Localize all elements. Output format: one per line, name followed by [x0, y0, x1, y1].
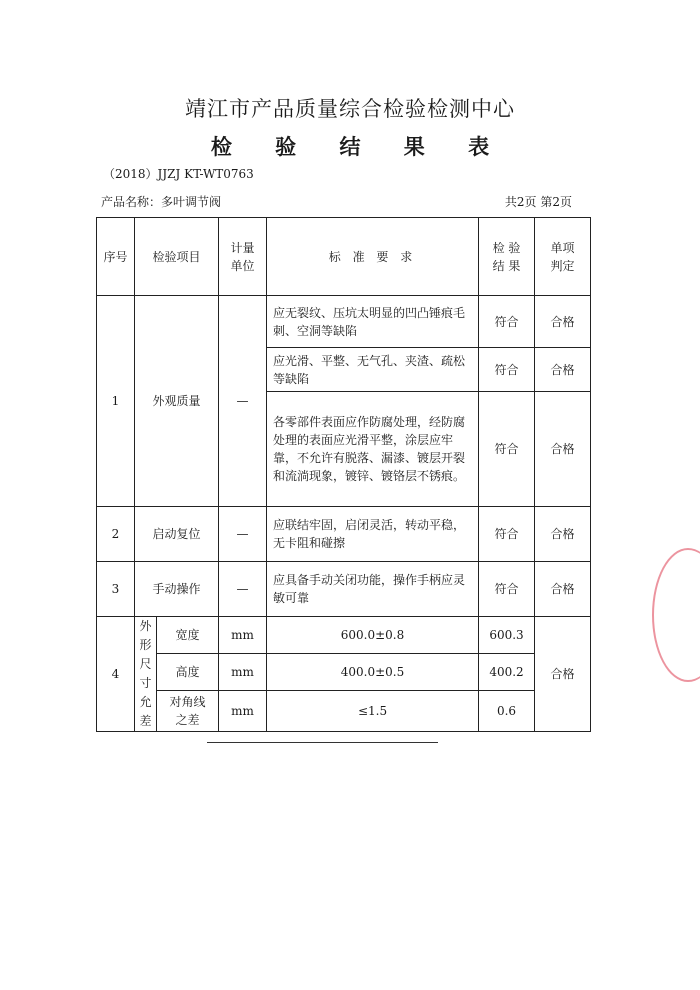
row-result: 符合: [479, 392, 535, 507]
row-result: 0.6: [479, 691, 535, 732]
org-title: 靖江市产品质量综合检验检测中心: [185, 97, 515, 121]
row-verdict: 合格: [535, 562, 591, 617]
row-requirement: 应无裂纹、压坑太明显的凹凸锤痕毛刺、空洞等缺陷: [267, 296, 479, 348]
table-row: [97, 691, 591, 732]
row-result: 600.3: [479, 617, 535, 654]
row-requirement: 应联结牢固，启闭灵活，转动平稳，无卡阻和碰擦: [267, 507, 479, 562]
row-requirement: 600.0±0.8: [267, 617, 479, 654]
row-unit: —: [219, 296, 267, 507]
page-info: 共2页 第2页: [504, 195, 572, 209]
product-name: 产品名称：多叶调节阀: [101, 195, 222, 209]
header-row: [97, 218, 591, 296]
header-result: 检 验 结 果: [479, 218, 535, 296]
row-unit: mm: [219, 653, 267, 691]
row-verdict: 合格: [535, 507, 591, 562]
row-unit: mm: [219, 691, 267, 732]
table-row: [97, 296, 591, 348]
row-verdict: 合格: [535, 392, 591, 507]
header-verdict: 单项判定: [535, 218, 591, 296]
results-table: [96, 217, 591, 732]
row-verdict: 合格: [535, 296, 591, 348]
row-unit: —: [219, 562, 267, 617]
doc-title: 检 验 结 果 表: [210, 134, 508, 159]
row-unit: mm: [219, 617, 267, 654]
row-requirement: 应光滑、平整、无气孔、夹渣、疏松等缺陷: [267, 348, 479, 392]
row-requirement: ≤1.5: [267, 691, 479, 732]
row-requirement: 各零部件表面应作防腐处理，经防腐处理的表面应光滑平整，涂层应牢靠，不允许有脱落、漏漆、镀层开裂和流淌现象，镀锌、镀铬层不锈痕。: [267, 392, 479, 507]
row-item: 手动操作: [135, 562, 219, 617]
table-row: [97, 617, 591, 654]
row-requirement: 400.0±0.5: [267, 653, 479, 691]
table-row: [97, 562, 591, 617]
header-requirement: 标 准 要 求: [267, 218, 479, 296]
header-seq: 序号: [97, 218, 135, 296]
row-item: 宽度: [157, 617, 219, 654]
report-number: （2018）JJZJ KT-WT0763: [103, 167, 254, 181]
official-seal: [652, 548, 700, 682]
row-seq: 2: [97, 507, 135, 562]
row-seq: 1: [97, 296, 135, 507]
row-result: 符合: [479, 562, 535, 617]
row-item: 外观质量: [135, 296, 219, 507]
row-requirement: 应具备手动关闭功能，操作手柄应灵敏可靠: [267, 562, 479, 617]
row-seq: 3: [97, 562, 135, 617]
row-item: 启动复位: [135, 507, 219, 562]
row-result: 400.2: [479, 653, 535, 691]
row-result: 符合: [479, 296, 535, 348]
row-result: 符合: [479, 348, 535, 392]
header-unit: 计量单位: [219, 218, 267, 296]
table-row: [97, 653, 591, 691]
table-row: [97, 507, 591, 562]
header-item: 检验项目: [135, 218, 219, 296]
row-result: 符合: [479, 507, 535, 562]
row-group-label: 外形尺寸允差: [135, 617, 157, 732]
row-item: 高度: [157, 653, 219, 691]
row-unit: —: [219, 507, 267, 562]
row-item: 对角线之差: [157, 691, 219, 732]
row-seq: 4: [97, 617, 135, 732]
row-verdict: 合格: [535, 348, 591, 392]
row-verdict: 合格: [535, 617, 591, 732]
signature-line: [207, 742, 438, 743]
